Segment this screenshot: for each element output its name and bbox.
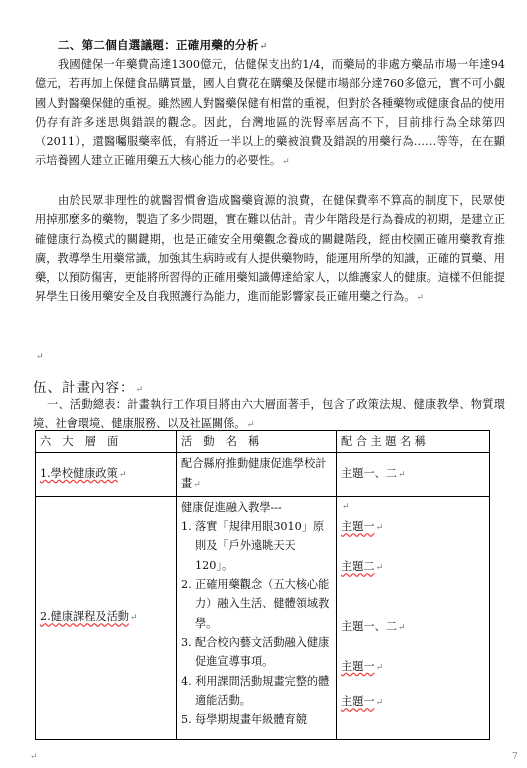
list-item: 1. 落實「規律用眼3010」原則及「戶外遠眺天天120」。 — [181, 520, 325, 572]
header-activity: 活 動 名 稱 — [177, 431, 337, 453]
section-heading-plan: 伍、計畫內容：↵ — [33, 380, 145, 396]
paragraph-medication-behavior: 由於民眾非理性的就醫習慣會造成醫藥資源的浪費，在健保費率不算高的制度下，民眾使用掉那麼多的藥物，製造了多少問題，實在難以估計。青少年階段是行為養成的初期，是建立正確健康行為模式的關鍵期，也是正確安全用藥觀念養成的關鍵階段，經由校園正確用藥教育推廣，教導學生用藥常識，加強其生病時或有人提供藥物時，能運用所學的知識，正確的買藥、用藥，以預防傷害，更能將所習得的正確用藥知識傳達給家人，以維護家人的健康。這樣不但能提昇學生日後用藥安全及自我照護行為能力，進而能影響家長正確用藥之行為。↵ — [35, 194, 505, 304]
cell-activity: 配合縣府推動健康促進學校計畫↵ — [177, 453, 337, 497]
cell-area: 1.學校健康政策↵ — [36, 453, 177, 497]
page-number: 7 — [512, 752, 518, 762]
list-item: 2. 正確用藥觀念（五大核心能力）融入生活、健體領域教學。 — [181, 578, 330, 630]
page-paragraph-mark: ↵ — [30, 752, 38, 762]
theme-line: 主題一↵ — [341, 660, 384, 674]
activity-list — [181, 517, 332, 729]
empty-paragraph-mark: ↵ — [36, 352, 44, 362]
list-intro: 健康促進融入教學--- — [181, 500, 282, 514]
cell-area: 2.健康課程及活動↵ — [36, 496, 177, 739]
paragraph-drug-costs: 我國健保一年藥費高達1300億元，估健保支出約1/4，而藥局的非處方藥品市場一年達94億元，若再加上保健食品購買量，國人自費花在購藥及保健市場部分達760多億元，實不可小覷國人對醫藥保健的重視。雖然國人對醫藥保健有相當的重視，但對於各種藥物或健康食品的使用仍存有許多迷思與錯誤的觀念。因此，台灣地區的洗腎率居高不下，目前排行為全球第四（2011），還醫囑服藥率低，有將近一半以上的藥被浪費及錯誤的用藥行為……等等，在在顯示培養國人建立正確用藥五大核心能力的必要性。↵ — [35, 58, 505, 168]
cell-activity-list — [177, 496, 337, 739]
section-heading-topic2: 二、第二個自選議題：正確用藥的分析↵ — [58, 38, 268, 52]
table-row — [36, 496, 490, 739]
cell-theme-list: ↵ 主題一↵ 主題二↵ 主題一、二↵ 主題一↵ 主題一↵ — [337, 496, 490, 739]
list-item: 3. 配合校內藝文活動融入健康促進宣導事項。 — [181, 635, 330, 669]
header-theme: 配 合 主 題 名 稱 — [337, 431, 490, 453]
theme-line: 主題一↵ — [341, 695, 384, 709]
theme-line: 主題一↵ — [341, 520, 384, 534]
list-item: 5. 每學期規畫年級體育競 — [181, 713, 307, 727]
header-area: 六 大 層 面 — [36, 431, 177, 453]
activity-table — [35, 430, 490, 740]
list-item: 4. 利用課間活動規畫完整的體適能活動。 — [181, 674, 330, 707]
paragraph-activity-summary: 一、活動總表：計畫執行工作項目將由六大層面著手，包含了政策法規、健康教學、物質環境、社會環境、健康服務、以及社區關係。↵ — [33, 398, 505, 431]
theme-line: 主題二↵ — [341, 560, 384, 574]
table-header-row — [36, 431, 490, 453]
cell-theme: 主題一、二↵ — [337, 453, 490, 497]
table-row — [36, 453, 490, 497]
theme-line: 主題一、二↵ — [341, 619, 406, 633]
